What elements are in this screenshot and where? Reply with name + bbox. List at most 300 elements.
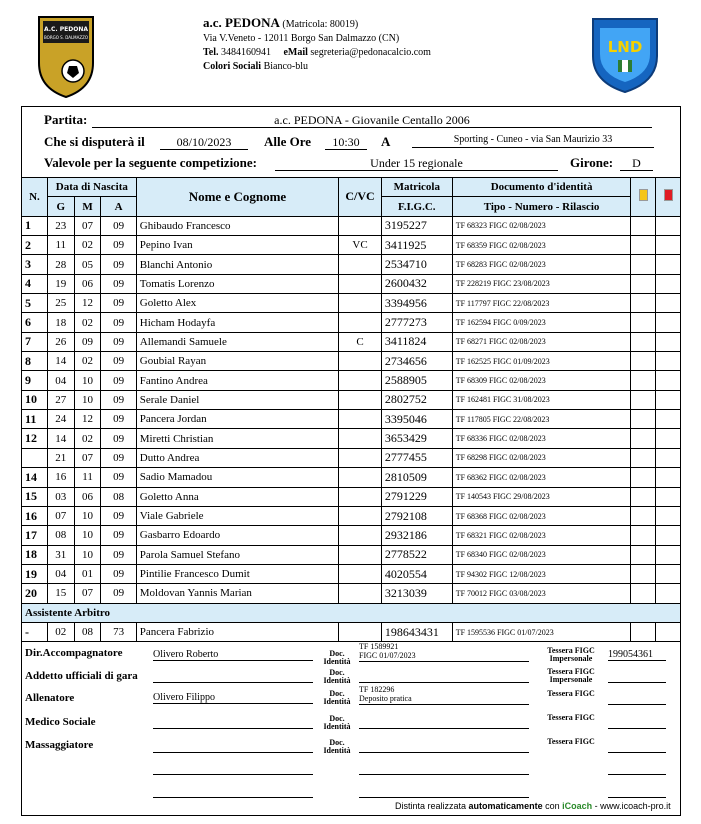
- birth-day: 28: [47, 255, 74, 274]
- birth-month: 07: [74, 584, 101, 603]
- mas-doc-line: [359, 752, 529, 753]
- birth-month: 12: [74, 410, 101, 429]
- dir-doc-line2: FIGC 01/07/2023: [359, 651, 416, 660]
- birth-day: 07: [47, 506, 74, 525]
- player-yellow: [631, 487, 656, 506]
- player-matricola: 2534710: [381, 255, 452, 274]
- all-tessera-line: [608, 704, 666, 705]
- birth-month: 10: [74, 506, 101, 525]
- player-number: 12: [22, 429, 48, 448]
- player-matricola: 2778522: [381, 545, 452, 564]
- med-tessera-label: Tessera FIGC: [547, 713, 595, 722]
- birth-month: 02: [74, 236, 101, 255]
- player-red: [656, 564, 681, 583]
- player-yellow: [631, 410, 656, 429]
- birth-day: 08: [47, 526, 74, 545]
- birth-year: 09: [101, 352, 136, 371]
- birth-day: 25: [47, 294, 74, 313]
- player-rows: [22, 216, 681, 603]
- col-n: N.: [22, 178, 48, 217]
- extra-line-1a: [153, 774, 313, 775]
- birth-year: 09: [101, 332, 136, 351]
- player-doc: TF 68368 FIGC 02/08/2023: [452, 506, 631, 525]
- mas-tessera-label: Tessera FIGC: [547, 737, 595, 746]
- player-matricola: 2588905: [381, 371, 452, 390]
- col-doc-sub: Tipo - Numero - Rilascio: [452, 197, 631, 216]
- time-field: 10:30: [325, 135, 367, 150]
- player-row: [22, 526, 681, 545]
- player-red: [656, 236, 681, 255]
- med-tessera-line: [608, 728, 666, 729]
- club-info: [203, 16, 431, 74]
- player-doc: TF 162481 FIGC 31/08/2023: [452, 390, 631, 409]
- player-matricola: 4020554: [381, 564, 452, 583]
- player-cvc: [339, 468, 382, 487]
- player-yellow: [631, 506, 656, 525]
- player-name: Goletto Anna: [136, 487, 338, 506]
- player-cvc: [339, 274, 382, 293]
- player-row: [22, 216, 681, 235]
- venue-field: Sporting - Cuneo - via San Maurizio 33: [412, 133, 654, 148]
- birth-year: 09: [101, 526, 136, 545]
- player-cvc: C: [339, 332, 382, 351]
- player-matricola: 2792108: [381, 506, 452, 525]
- med-label: Medico Sociale: [25, 716, 96, 728]
- player-doc: TF 228219 FIGC 23/08/2023: [452, 274, 631, 293]
- player-red: [656, 506, 681, 525]
- player-number: 7: [22, 332, 48, 351]
- yellow-card-col: [631, 178, 656, 217]
- extra-line-2c: [608, 797, 666, 798]
- player-cvc: [339, 526, 382, 545]
- player-red: [656, 371, 681, 390]
- player-row: [22, 468, 681, 487]
- player-cvc: VC: [339, 236, 382, 255]
- club-matricola: (Matricola: 80019): [282, 19, 359, 30]
- birth-day: 04: [47, 371, 74, 390]
- extra-line-1b: [359, 774, 529, 775]
- club-address: Via V.Veneto - 12011 Borgo San Dalmazzo (CN): [203, 33, 400, 44]
- col-m: M: [74, 197, 101, 216]
- club-logo-text: A.C. PEDONA: [43, 26, 89, 33]
- dir-tessera: 199054361: [608, 649, 666, 661]
- player-name: Hicham Hodayfa: [136, 313, 338, 332]
- player-number: 6: [22, 313, 48, 332]
- med-doc-label: Doc. Identità: [323, 714, 351, 731]
- birth-year: 09: [101, 429, 136, 448]
- player-row: [22, 545, 681, 564]
- girone-label: Girone:: [570, 155, 614, 170]
- player-number: 16: [22, 506, 48, 525]
- player-red: [656, 352, 681, 371]
- lnd-logo: [590, 16, 660, 94]
- birth-month: 10: [74, 545, 101, 564]
- player-row: [22, 371, 681, 390]
- birth-day: 15: [47, 584, 74, 603]
- player-doc: TF 162594 FIGC 0/09/2023: [452, 313, 631, 332]
- assistant-a: 73: [101, 622, 136, 641]
- player-matricola: 3213039: [381, 584, 452, 603]
- player-matricola: 3195227: [381, 216, 452, 235]
- player-yellow: [631, 371, 656, 390]
- player-cvc: [339, 352, 382, 371]
- player-row: [22, 274, 681, 293]
- player-matricola: 3394956: [381, 294, 452, 313]
- player-number: 2: [22, 236, 48, 255]
- add-doc-line: [359, 682, 529, 683]
- player-name: Sadio Mamadou: [136, 468, 338, 487]
- assistant-n: -: [22, 622, 48, 641]
- birth-day: 27: [47, 390, 74, 409]
- player-doc: TF 68283 FIGC 02/08/2023: [452, 255, 631, 274]
- birth-year: 09: [101, 468, 136, 487]
- all-tessera-label: Tessera FIGC: [547, 689, 595, 698]
- player-red: [656, 390, 681, 409]
- footer-brand: iCoach: [562, 801, 593, 811]
- player-number: 10: [22, 390, 48, 409]
- player-number: 9: [22, 371, 48, 390]
- player-matricola: 3653429: [381, 429, 452, 448]
- player-row: [22, 564, 681, 583]
- club-colors: [203, 60, 431, 74]
- player-doc: TF 140543 FIGC 29/08/2023: [452, 487, 631, 506]
- lnd-logo-text: LND: [607, 38, 643, 56]
- player-matricola: 3411925: [381, 236, 452, 255]
- player-yellow: [631, 255, 656, 274]
- document-header: [0, 0, 701, 104]
- player-red: [656, 429, 681, 448]
- birth-month: 02: [74, 313, 101, 332]
- header-row-1: [22, 178, 681, 197]
- player-name: Pintilie Francesco Dumit: [136, 564, 338, 583]
- time-label: Alle Ore: [264, 134, 312, 149]
- footer-auto: automaticamente: [468, 801, 543, 811]
- girone-field: D: [620, 156, 653, 171]
- player-yellow: [631, 545, 656, 564]
- col-cvc: C/VC: [339, 178, 382, 217]
- player-cvc: [339, 584, 382, 603]
- col-birth: Data di Nascita: [47, 178, 136, 197]
- player-number: 17: [22, 526, 48, 545]
- birth-day: 03: [47, 487, 74, 506]
- birth-year: 09: [101, 255, 136, 274]
- birth-month: 07: [74, 216, 101, 235]
- player-row: [22, 429, 681, 448]
- player-red: [656, 584, 681, 603]
- club-logo: [35, 13, 97, 99]
- player-number: 20: [22, 584, 48, 603]
- player-doc: TF 94302 FIGC 12/08/2023: [452, 564, 631, 583]
- competition-field: Under 15 regionale: [275, 156, 558, 171]
- birth-month: 05: [74, 255, 101, 274]
- assistant-m: 08: [74, 622, 101, 641]
- birth-day: 16: [47, 468, 74, 487]
- birth-day: 31: [47, 545, 74, 564]
- player-red: [656, 545, 681, 564]
- dir-doc-label: Doc. Identità: [323, 649, 351, 666]
- birth-day: 18: [47, 313, 74, 332]
- player-row: [22, 236, 681, 255]
- player-doc: TF 68323 FIGC 02/08/2023: [452, 216, 631, 235]
- player-cvc: [339, 448, 382, 467]
- birth-month: 09: [74, 332, 101, 351]
- birth-year: 09: [101, 410, 136, 429]
- med-name-line: [153, 728, 313, 729]
- player-red: [656, 255, 681, 274]
- dir-doc-line1: TF 1589921: [359, 642, 399, 651]
- birth-year: 09: [101, 564, 136, 583]
- mas-name-line: [153, 752, 313, 753]
- player-name: Parola Samuel Stefano: [136, 545, 338, 564]
- col-a: A: [101, 197, 136, 216]
- all-name: Olivero Filippo: [153, 692, 313, 704]
- dir-label: Dir.Accompagnatore: [25, 647, 123, 659]
- player-doc: TF 68298 FIGC 02/08/2023: [452, 448, 631, 467]
- player-red: [656, 448, 681, 467]
- club-contacts: [203, 46, 431, 60]
- add-tessera-label: Tessera FIGC Impersonale: [547, 667, 595, 684]
- assistant-red: [656, 622, 681, 641]
- all-doc: [359, 685, 529, 705]
- player-red: [656, 313, 681, 332]
- player-doc: TF 70012 FIGC 03/08/2023: [452, 584, 631, 603]
- competition-label: Valevole per la seguente competizione:: [44, 155, 258, 170]
- player-yellow: [631, 236, 656, 255]
- birth-day: 24: [47, 410, 74, 429]
- birth-year: 09: [101, 584, 136, 603]
- player-doc: TF 68362 FIGC 02/08/2023: [452, 468, 631, 487]
- player-doc: TF 68321 FIGC 02/08/2023: [452, 526, 631, 545]
- birth-year: 09: [101, 545, 136, 564]
- birth-month: 06: [74, 274, 101, 293]
- assistant-cvc: [339, 622, 382, 641]
- player-name: Viale Gabriele: [136, 506, 338, 525]
- player-name: Tomatis Lorenzo: [136, 274, 338, 293]
- player-yellow: [631, 274, 656, 293]
- assistant-doc: TF 1595536 FIGC 01/07/2023: [452, 622, 631, 641]
- player-matricola: 2777455: [381, 448, 452, 467]
- roster-table: [21, 177, 681, 642]
- player-cvc: [339, 216, 382, 235]
- player-yellow: [631, 332, 656, 351]
- player-name: Goubial Rayan: [136, 352, 338, 371]
- yellow-card-icon: [639, 189, 648, 201]
- birth-day: 14: [47, 352, 74, 371]
- birth-year: 09: [101, 216, 136, 235]
- player-name: Allemandi Samuele: [136, 332, 338, 351]
- dir-tessera-label: Tessera FIGC Impersonale: [547, 646, 595, 663]
- birth-month: 10: [74, 371, 101, 390]
- player-row: [22, 448, 681, 467]
- player-number: 8: [22, 352, 48, 371]
- birth-month: 11: [74, 468, 101, 487]
- player-row: [22, 390, 681, 409]
- birth-month: 02: [74, 429, 101, 448]
- player-yellow: [631, 468, 656, 487]
- assistant-name: Pancera Fabrizio: [136, 622, 338, 641]
- footer-prefix: Distinta realizzata: [395, 801, 467, 811]
- player-name: Blanchi Antonio: [136, 255, 338, 274]
- all-doc-line2: Deposito pratica: [359, 694, 412, 703]
- player-red: [656, 468, 681, 487]
- player-name: Goletto Alex: [136, 294, 338, 313]
- partita-field: a.c. PEDONA - Giovanile Centallo 2006: [92, 113, 652, 128]
- player-row: [22, 506, 681, 525]
- player-red: [656, 487, 681, 506]
- club-logo-subtext: BORGO S. DALMAZZO: [44, 35, 88, 40]
- birth-day: 21: [47, 448, 74, 467]
- player-doc: TF 68309 FIGC 02/08/2023: [452, 371, 631, 390]
- birth-year: 09: [101, 390, 136, 409]
- player-doc: TF 117805 FIGC 22/08/2023: [452, 410, 631, 429]
- email-label: eMail: [283, 47, 308, 58]
- club-email: segreteria@pedonacalcio.com: [310, 47, 431, 58]
- club-tel: 3484160941: [220, 47, 271, 58]
- player-cvc: [339, 429, 382, 448]
- player-red: [656, 294, 681, 313]
- player-matricola: 3395046: [381, 410, 452, 429]
- player-red: [656, 332, 681, 351]
- birth-month: 10: [74, 526, 101, 545]
- birth-year: 08: [101, 487, 136, 506]
- birth-day: 04: [47, 564, 74, 583]
- tel-label: Tel.: [203, 47, 219, 58]
- all-doc-line1: TF 182296: [359, 685, 395, 694]
- assistant-yellow: [631, 622, 656, 641]
- player-number: 18: [22, 545, 48, 564]
- player-red: [656, 526, 681, 545]
- player-yellow: [631, 352, 656, 371]
- col-matricola: Matricola: [381, 178, 452, 197]
- club-name: a.c. PEDONA: [203, 15, 280, 30]
- player-number: 14: [22, 468, 48, 487]
- extra-line-1c: [608, 774, 666, 775]
- birth-year: 09: [101, 274, 136, 293]
- all-doc-label: Doc. Identità: [323, 689, 351, 706]
- col-g: G: [47, 197, 74, 216]
- player-cvc: [339, 294, 382, 313]
- player-doc: TF 68359 FIGC 02/08/2023: [452, 236, 631, 255]
- player-number: 3: [22, 255, 48, 274]
- player-row: [22, 584, 681, 603]
- assistant-header-row: [22, 603, 681, 622]
- player-matricola: 2777273: [381, 313, 452, 332]
- col-doc: Documento d'identità: [452, 178, 631, 197]
- player-cvc: [339, 371, 382, 390]
- player-yellow: [631, 294, 656, 313]
- birth-month: 06: [74, 487, 101, 506]
- player-matricola: 2734656: [381, 352, 452, 371]
- extra-line-2a: [153, 797, 313, 798]
- player-matricola: 2810509: [381, 468, 452, 487]
- all-label: Allenatore: [25, 692, 75, 704]
- add-doc-label: Doc. Identità: [323, 668, 351, 685]
- player-cvc: [339, 487, 382, 506]
- player-name: Ghibaudo Francesco: [136, 216, 338, 235]
- birth-day: 11: [47, 236, 74, 255]
- player-number: 15: [22, 487, 48, 506]
- date-label: Che si disputerà il: [44, 134, 145, 149]
- player-yellow: [631, 216, 656, 235]
- mas-doc-label: Doc. Identità: [323, 738, 351, 755]
- player-name: Miretti Christian: [136, 429, 338, 448]
- player-yellow: [631, 584, 656, 603]
- col-name: Nome e Cognome: [136, 178, 338, 217]
- col-figc: F.I.G.C.: [381, 197, 452, 216]
- player-number: [22, 448, 48, 467]
- player-name: Moldovan Yannis Marian: [136, 584, 338, 603]
- player-cvc: [339, 506, 382, 525]
- player-yellow: [631, 526, 656, 545]
- player-matricola: 3411824: [381, 332, 452, 351]
- player-name: Pancera Jordan: [136, 410, 338, 429]
- player-row: [22, 255, 681, 274]
- birth-month: 02: [74, 352, 101, 371]
- player-red: [656, 274, 681, 293]
- player-red: [656, 410, 681, 429]
- player-name: Serale Daniel: [136, 390, 338, 409]
- player-row: [22, 352, 681, 371]
- birth-month: 01: [74, 564, 101, 583]
- birth-year: 09: [101, 236, 136, 255]
- player-number: 1: [22, 216, 48, 235]
- player-number: 4: [22, 274, 48, 293]
- birth-year: 09: [101, 313, 136, 332]
- dir-name: Olivero Roberto: [153, 649, 313, 661]
- player-row: [22, 487, 681, 506]
- player-red: [656, 216, 681, 235]
- player-cvc: [339, 545, 382, 564]
- venue-label: A: [381, 134, 391, 149]
- birth-day: 23: [47, 216, 74, 235]
- player-number: 5: [22, 294, 48, 313]
- player-name: Dutto Andrea: [136, 448, 338, 467]
- birth-day: 26: [47, 332, 74, 351]
- player-yellow: [631, 313, 656, 332]
- birth-day: 14: [47, 429, 74, 448]
- player-matricola: 2600432: [381, 274, 452, 293]
- assistant-g: 02: [47, 622, 74, 641]
- birth-year: 09: [101, 448, 136, 467]
- footer-with: con: [545, 801, 560, 811]
- player-doc: TF 68336 FIGC 02/08/2023: [452, 429, 631, 448]
- mas-tessera-line: [608, 752, 666, 753]
- assistant-matricola: 198643431: [381, 622, 452, 641]
- birth-year: 09: [101, 506, 136, 525]
- birth-month: 07: [74, 448, 101, 467]
- player-yellow: [631, 390, 656, 409]
- add-name-line: [153, 682, 313, 683]
- player-yellow: [631, 448, 656, 467]
- mas-label: Massaggiatore: [25, 739, 94, 751]
- player-number: 11: [22, 410, 48, 429]
- player-doc: TF 68340 FIGC 02/08/2023: [452, 545, 631, 564]
- footer-url: - www.icoach-pro.it: [594, 801, 671, 811]
- player-matricola: 2802752: [381, 390, 452, 409]
- birth-month: 12: [74, 294, 101, 313]
- birth-day: 19: [47, 274, 74, 293]
- add-tessera-line: [608, 682, 666, 683]
- club-name-line: [203, 16, 431, 32]
- player-cvc: [339, 410, 382, 429]
- birth-year: 09: [101, 371, 136, 390]
- footer: [395, 801, 671, 811]
- player-matricola: 2932186: [381, 526, 452, 545]
- birth-month: 10: [74, 390, 101, 409]
- assistant-row: [22, 622, 681, 641]
- player-doc: TF 68271 FIGC 02/08/2023: [452, 332, 631, 351]
- red-card-icon: [664, 189, 673, 201]
